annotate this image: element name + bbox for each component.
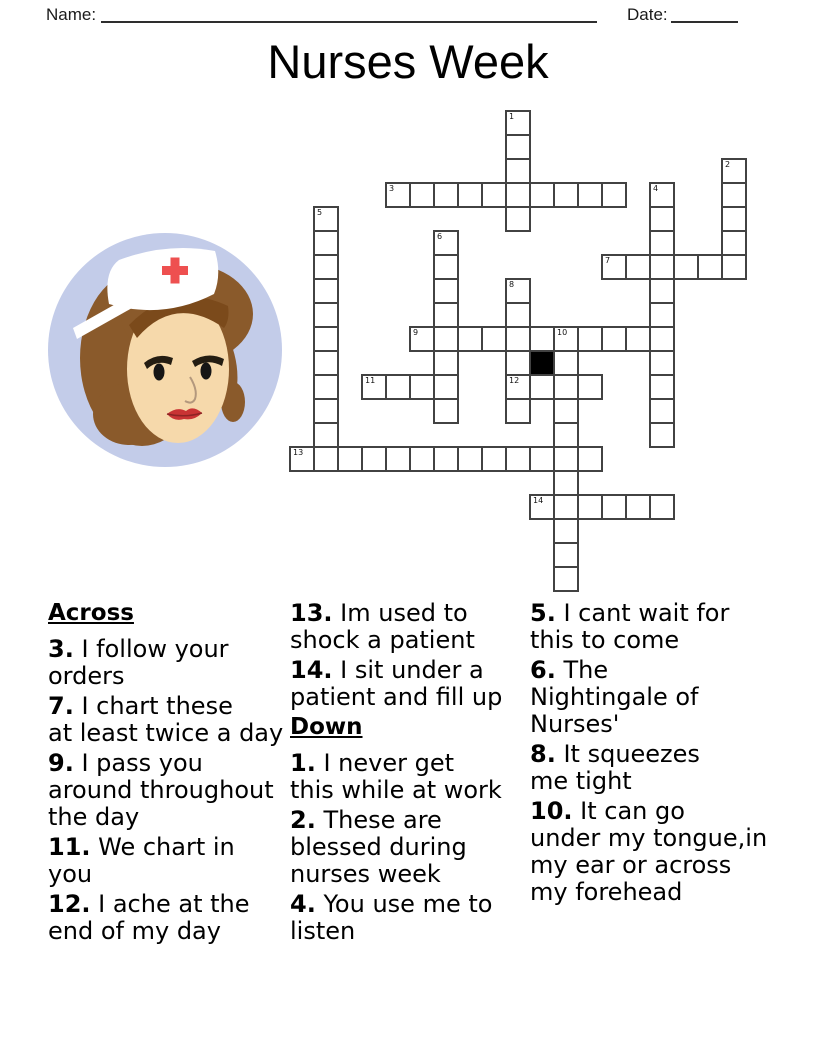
crossword-cell[interactable]	[529, 182, 555, 208]
crossword-cell[interactable]	[457, 182, 483, 208]
crossword-cell[interactable]	[457, 326, 483, 352]
clue-number: 8.	[530, 740, 556, 768]
clue-14: 14. I sit under a patient and fill up	[290, 656, 503, 711]
crossword-cell[interactable]	[505, 110, 531, 136]
crossword-cell[interactable]	[553, 326, 579, 352]
clue-number: 2.	[290, 806, 316, 834]
crossword-cell[interactable]	[577, 182, 603, 208]
crossword-cell[interactable]	[505, 302, 531, 328]
crossword-cell[interactable]	[529, 374, 555, 400]
cell-number: 4	[653, 184, 659, 193]
crossword-cell[interactable]	[457, 446, 483, 472]
crossword-cell[interactable]	[313, 374, 339, 400]
crossword-cell[interactable]	[721, 182, 747, 208]
crossword-cell[interactable]	[481, 182, 507, 208]
crossword-cell[interactable]	[313, 326, 339, 352]
crossword-cell[interactable]	[649, 422, 675, 448]
crossword-cell[interactable]	[505, 326, 531, 352]
clue-number: 14.	[290, 656, 333, 684]
crossword-cell[interactable]	[433, 446, 459, 472]
crossword-cell[interactable]	[553, 374, 579, 400]
clue-number: 12.	[48, 890, 91, 918]
crossword-cell[interactable]	[553, 566, 579, 592]
crossword-cell[interactable]	[505, 158, 531, 184]
crossword-cell[interactable]	[649, 278, 675, 304]
crossword-cell[interactable]	[649, 254, 675, 280]
crossword-cell[interactable]	[673, 254, 699, 280]
crossword-cell[interactable]	[481, 326, 507, 352]
clue-number: 13.	[290, 599, 333, 627]
clue-3: 3. I follow your orders	[48, 635, 229, 690]
clue-2: 2. These are blessed during nurses week	[290, 806, 467, 888]
crossword-cell[interactable]	[553, 182, 579, 208]
crossword-cell[interactable]	[577, 326, 603, 352]
crossword-cell[interactable]	[721, 158, 747, 184]
clue-number: 9.	[48, 749, 74, 777]
crossword-cell[interactable]	[409, 374, 435, 400]
crossword-cell[interactable]	[577, 494, 603, 520]
crossword-cell[interactable]	[625, 254, 651, 280]
right-eye	[201, 363, 212, 380]
clue-6: 6. The Nightingale of Nurses'	[530, 656, 699, 738]
crossword-cell[interactable]	[385, 446, 411, 472]
crossword-cell[interactable]	[433, 374, 459, 400]
clue-column-2	[290, 600, 535, 948]
crossword-cell[interactable]	[697, 254, 723, 280]
clue-number: 4.	[290, 890, 316, 918]
clue-12: 12. I ache at the end of my day	[48, 890, 250, 945]
cell-number: 8	[509, 280, 515, 289]
crossword-cell[interactable]	[433, 398, 459, 424]
cell-number: 11	[365, 376, 376, 385]
crossword-cell[interactable]	[505, 374, 531, 400]
crossword-cell[interactable]	[649, 374, 675, 400]
crossword-cell[interactable]	[601, 182, 627, 208]
clue-10: 10. It can go under my tongue,in my ear or across my forehead	[530, 797, 768, 906]
cell-number: 9	[413, 328, 419, 337]
crossword-cell[interactable]	[601, 326, 627, 352]
crossword-cell[interactable]	[553, 350, 579, 376]
crossword-cell[interactable]	[553, 446, 579, 472]
date-input-line[interactable]	[671, 2, 738, 23]
name-label: Name:	[46, 5, 97, 24]
crossword-cell[interactable]	[409, 326, 435, 352]
cell-number: 10	[557, 328, 568, 337]
crossword-cell[interactable]	[553, 422, 579, 448]
name-input-line[interactable]	[101, 2, 597, 23]
crossword-cell[interactable]	[313, 230, 339, 256]
crossword-cell[interactable]	[649, 494, 675, 520]
crossword-cell[interactable]	[649, 230, 675, 256]
cell-number: 13	[293, 448, 304, 457]
clue-number: 3.	[48, 635, 74, 663]
clue-number: 11.	[48, 833, 91, 861]
cell-number: 6	[437, 232, 443, 241]
puzzle-title: Nurses Week	[267, 35, 549, 88]
crossword-cell[interactable]	[433, 302, 459, 328]
clues-heading-down: Down	[290, 714, 363, 740]
clue-9: 9. I pass you around throughout the day	[48, 749, 274, 831]
crossword-cell[interactable]	[721, 206, 747, 232]
crossword-cell[interactable]	[337, 446, 363, 472]
clue-column-3	[530, 600, 816, 909]
crossword-cell[interactable]	[385, 182, 411, 208]
crossword-cell[interactable]	[313, 302, 339, 328]
cell-number: 3	[389, 184, 395, 193]
crossword-cell[interactable]	[505, 206, 531, 232]
cell-number: 1	[509, 112, 515, 121]
clue-number: 5.	[530, 599, 556, 627]
crossword-cell[interactable]	[625, 494, 651, 520]
crossword-cell[interactable]	[649, 302, 675, 328]
clue-11: 11. We chart in you	[48, 833, 235, 888]
crossword-cell[interactable]	[529, 326, 555, 352]
crossword-cell[interactable]	[505, 134, 531, 160]
nurse-illustration	[45, 230, 285, 470]
crossword-cell[interactable]	[649, 326, 675, 352]
clue-number: 1.	[290, 749, 316, 777]
clue-1: 1. I never get this while at work	[290, 749, 502, 804]
cell-number: 5	[317, 208, 323, 217]
crossword-cell[interactable]	[649, 350, 675, 376]
crossword-grid	[289, 110, 747, 592]
crossword-cell[interactable]	[409, 446, 435, 472]
crossword-cell[interactable]	[553, 398, 579, 424]
crossword-cell[interactable]	[361, 446, 387, 472]
crossword-cell[interactable]	[553, 470, 579, 496]
left-eye	[154, 364, 165, 381]
crossword-cell[interactable]	[553, 494, 579, 520]
crossword-cell[interactable]	[433, 182, 459, 208]
clues-heading-across: Across	[48, 600, 134, 626]
cell-number: 14	[533, 496, 544, 505]
crossword-cell[interactable]	[529, 446, 555, 472]
crossword-cell[interactable]	[433, 254, 459, 280]
blocked-cell	[529, 350, 555, 376]
date-label: Date:	[627, 5, 668, 24]
crossword-cell[interactable]	[409, 182, 435, 208]
crossword-cell[interactable]	[313, 398, 339, 424]
crossword-cell[interactable]	[313, 278, 339, 304]
crossword-cell[interactable]	[385, 374, 411, 400]
crossword-cell[interactable]	[601, 254, 627, 280]
crossword-cell[interactable]	[313, 254, 339, 280]
crossword-cell[interactable]	[649, 206, 675, 232]
crossword-cell[interactable]	[529, 494, 555, 520]
crossword-cell[interactable]	[505, 278, 531, 304]
crossword-cell[interactable]	[313, 422, 339, 448]
clue-4: 4. You use me to listen	[290, 890, 493, 945]
crossword-cell[interactable]	[505, 182, 531, 208]
clue-7: 7. I chart these at least twice a day	[48, 692, 284, 747]
cell-number: 2	[725, 160, 731, 169]
crossword-cell[interactable]	[433, 278, 459, 304]
crossword-cell[interactable]	[505, 350, 531, 376]
crossword-cell[interactable]	[553, 518, 579, 544]
crossword-cell[interactable]	[313, 446, 339, 472]
clue-column-1	[48, 600, 293, 948]
crossword-cell[interactable]	[313, 350, 339, 376]
cell-number: 12	[509, 376, 520, 385]
crossword-cell[interactable]	[649, 398, 675, 424]
clue-5: 5. I cant wait for this to come	[530, 599, 730, 654]
crossword-cell[interactable]	[505, 398, 531, 424]
crossword-cell[interactable]	[625, 326, 651, 352]
clue-13: 13. Im used to shock a patient	[290, 599, 475, 654]
crossword-cell[interactable]	[553, 542, 579, 568]
crossword-cell[interactable]	[481, 446, 507, 472]
clue-number: 10.	[530, 797, 573, 825]
crossword-cell[interactable]	[721, 254, 747, 280]
crossword-cell[interactable]	[577, 446, 603, 472]
crossword-cell[interactable]	[433, 230, 459, 256]
clue-number: 6.	[530, 656, 556, 684]
crossword-cell[interactable]	[649, 182, 675, 208]
crossword-cell[interactable]	[433, 326, 459, 352]
crossword-cell[interactable]	[433, 350, 459, 376]
crossword-cell[interactable]	[505, 446, 531, 472]
crossword-cell[interactable]	[361, 374, 387, 400]
crossword-cell[interactable]	[289, 446, 315, 472]
clue-number: 7.	[48, 692, 74, 720]
crossword-cell[interactable]	[721, 230, 747, 256]
red-cross-icon	[171, 258, 180, 284]
crossword-cell[interactable]	[313, 206, 339, 232]
clue-8: 8. It squeezes me tight	[530, 740, 700, 795]
crossword-cell[interactable]	[601, 494, 627, 520]
crossword-cell[interactable]	[577, 374, 603, 400]
cell-number: 7	[605, 256, 611, 265]
